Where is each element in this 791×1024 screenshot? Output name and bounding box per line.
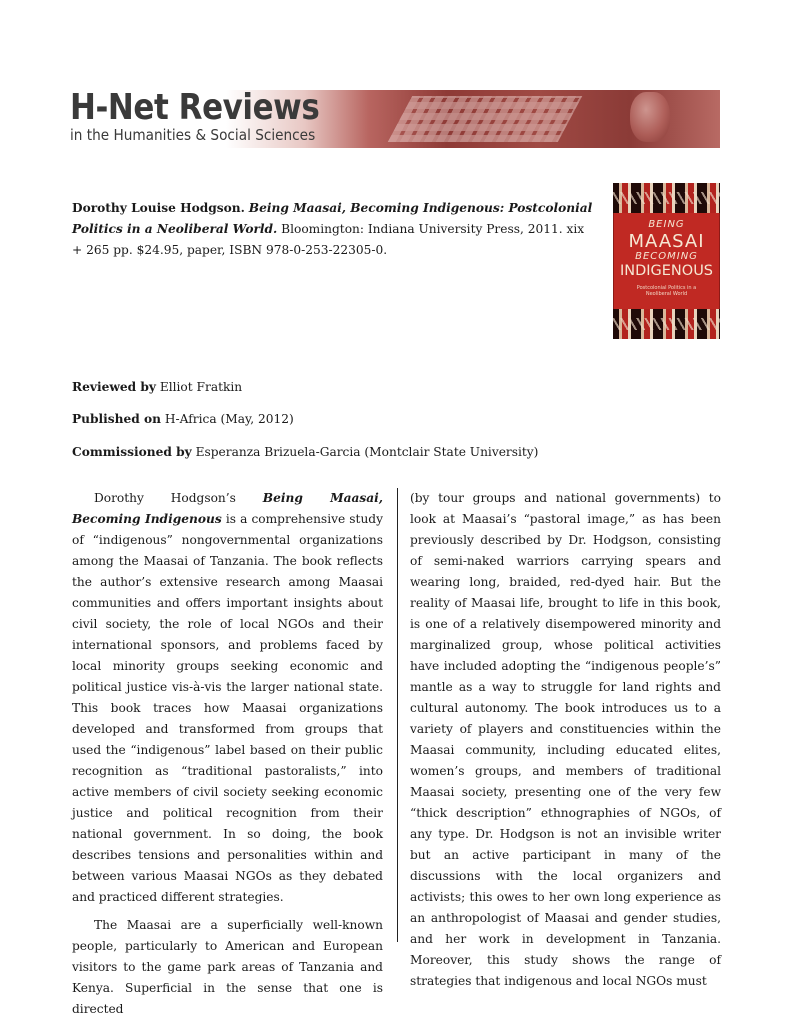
cover-line-2: MAASAI xyxy=(628,231,705,252)
reviewed-by-label: Reviewed by xyxy=(72,380,156,394)
published-on-line xyxy=(72,411,294,427)
cover-pattern-top xyxy=(613,183,720,213)
published-on-label: Published on xyxy=(72,412,162,426)
cover-subtitle: Postcolonial Politics in a Neoliberal World xyxy=(636,285,697,297)
paragraph-2: The Maasai are a superficially well-known people, particularly to American and European visitors to the game park areas of Tanzania and Kenya. Superficial in the sense that one is directed xyxy=(72,918,383,1016)
commissioned-by-line xyxy=(72,444,538,460)
reviewer-name: Elliot Fratkin xyxy=(159,380,243,394)
citation-book-title: Being Maasai, Becoming Indigenous: Postcolonial Politics in a Neoliberal World. xyxy=(72,201,593,236)
book-citation xyxy=(72,198,597,261)
book-cover-image xyxy=(613,183,720,339)
citation-publication: Bloomington: Indiana University Press, 2011. xix + 265 pp. $24.95, paper, ISBN 978-0-253-22305-0. xyxy=(72,222,585,257)
commissioned-by-value: Esperanza Brizuela-Garcia (Montclair State University) xyxy=(195,445,539,459)
paragraph-1-text: is a comprehensive study of “indigenous” nongovernmental organizations among the Maasai of Tanzania. The book reflects the author’s extensive research among Maasai communities and offers important insights about civil society, the role of local NGOs and their international sponsors, and problems faced by local minority groups seeking economic and political justice vis-à-vis the larger national state. This book traces how Maasai organizations developed and transformed from groups that used the “indigenous” label based on their public recognition as “traditional pastoralists,” into active members of civil society seeking economic justice and political recognition from their national government. In so doing, the book describes tensions and personalities within and between various Maasai NGOs as they debated and practiced different strategies. xyxy=(72,512,383,904)
reviewed-by-line xyxy=(72,379,242,395)
citation-author: Dorothy Louise Hodgson. xyxy=(72,201,245,215)
paragraph-1-lead: Dorothy Hodgson’s xyxy=(94,491,263,505)
cover-pattern-bottom xyxy=(613,309,720,339)
site-subtitle: in the Humanities & Social Sciences xyxy=(70,126,316,144)
paragraph-1 xyxy=(72,488,383,908)
published-on-value: H-Africa (May, 2012) xyxy=(164,412,294,426)
cover-line-1: BEING xyxy=(648,219,685,230)
paragraph-2-continued: (by tour groups and national governments) to look at Maasai’s “pastoral image,” as has been previously described by Dr. Hodgson, consisting of semi-naked warriors carrying spears and wearing long, braided, red-dyed hair. But the reality of Maasai life, brought to life in this book, is one of a relatively disempowered minority and marginalized group, whose political activities have included adopting the “indigenous people’s” mantle as a way to struggle for land rights and cultural autonomy. The book introduces us to a variety of players and constituencies within the Maasai community, including educated elites, women’s groups, and members of traditional Maasai society, presenting one of the very few “thick description” ethnographies of NGOs, of any type. Dr. Hodgson is not an invisible writer but an active participant in many of the discussions with the local organizers and activists; this owes to her own long experience as an anthropologist of Maasai and gender studies, and her work in development in Tanzania. Moreover, this study shows the range of strategies that indigenous and local NGOs must xyxy=(410,491,721,988)
mouse-image xyxy=(630,92,670,142)
column-divider xyxy=(397,488,398,942)
cover-line-3: BECOMING xyxy=(635,251,698,262)
cover-line-4: INDIGENOUS xyxy=(619,263,714,279)
masthead-banner xyxy=(70,87,720,148)
keyboard-image xyxy=(388,96,582,142)
body-column-right xyxy=(410,488,721,992)
paragraph-1-book-title: Being Maasai, Becoming Indigenous xyxy=(72,491,383,526)
site-title: H-Net Reviews xyxy=(70,87,320,128)
commissioned-by-label: Commissioned by xyxy=(72,445,192,459)
body-column-left xyxy=(72,488,383,1020)
